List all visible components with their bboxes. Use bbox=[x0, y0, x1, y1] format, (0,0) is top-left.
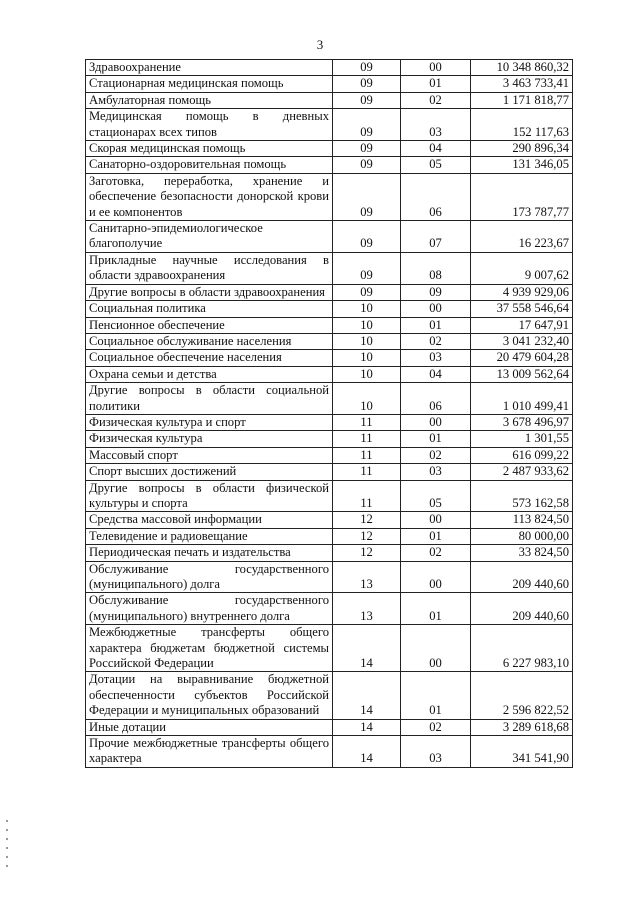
row-amount: 17 647,91 bbox=[471, 317, 573, 333]
row-name: Охрана семьи и детства bbox=[86, 366, 333, 382]
row-amount: 3 041 232,40 bbox=[471, 333, 573, 349]
table-row bbox=[86, 414, 573, 430]
row-subsection-code: 05 bbox=[401, 480, 471, 512]
row-section-code: 10 bbox=[333, 383, 401, 415]
row-amount: 341 541,90 bbox=[471, 736, 573, 768]
row-amount: 37 558 546,64 bbox=[471, 301, 573, 317]
row-subsection-code: 00 bbox=[401, 414, 471, 430]
row-subsection-code: 02 bbox=[401, 447, 471, 463]
row-subsection-code: 00 bbox=[401, 512, 471, 528]
table-row bbox=[86, 736, 573, 768]
row-section-code: 11 bbox=[333, 480, 401, 512]
row-name: Спорт высших достижений bbox=[86, 464, 333, 480]
row-subsection-code: 01 bbox=[401, 672, 471, 719]
row-section-code: 11 bbox=[333, 414, 401, 430]
row-subsection-code: 00 bbox=[401, 60, 471, 76]
row-subsection-code: 03 bbox=[401, 350, 471, 366]
row-name: Санаторно-оздоровительная помощь bbox=[86, 157, 333, 173]
row-subsection-code: 04 bbox=[401, 366, 471, 382]
budget-table bbox=[85, 59, 573, 768]
row-name: Иные дотации bbox=[86, 719, 333, 735]
row-amount: 3 289 618,68 bbox=[471, 719, 573, 735]
row-name: Другие вопросы в области социальной политики bbox=[86, 383, 333, 415]
table-row bbox=[86, 528, 573, 544]
row-subsection-code: 03 bbox=[401, 464, 471, 480]
row-name: Санитарно-эпидемиологическое благополучие bbox=[86, 221, 333, 253]
table-row bbox=[86, 512, 573, 528]
row-name: Физическая культура bbox=[86, 431, 333, 447]
row-section-code: 10 bbox=[333, 317, 401, 333]
row-subsection-code: 01 bbox=[401, 593, 471, 625]
table-row bbox=[86, 252, 573, 284]
row-amount: 13 009 562,64 bbox=[471, 366, 573, 382]
table-row bbox=[86, 383, 573, 415]
table-row bbox=[86, 561, 573, 593]
row-section-code: 13 bbox=[333, 593, 401, 625]
row-section-code: 10 bbox=[333, 333, 401, 349]
table-row bbox=[86, 173, 573, 220]
row-amount: 616 099,22 bbox=[471, 447, 573, 463]
table-row bbox=[86, 464, 573, 480]
row-amount: 10 348 860,32 bbox=[471, 60, 573, 76]
row-subsection-code: 06 bbox=[401, 173, 471, 220]
row-section-code: 11 bbox=[333, 447, 401, 463]
row-name: Телевидение и радиовещание bbox=[86, 528, 333, 544]
row-amount: 173 787,77 bbox=[471, 173, 573, 220]
table-row bbox=[86, 157, 573, 173]
table-row bbox=[86, 317, 573, 333]
row-amount: 1 301,55 bbox=[471, 431, 573, 447]
row-subsection-code: 00 bbox=[401, 301, 471, 317]
row-section-code: 12 bbox=[333, 545, 401, 561]
row-subsection-code: 07 bbox=[401, 221, 471, 253]
row-section-code: 14 bbox=[333, 672, 401, 719]
row-amount: 20 479 604,28 bbox=[471, 350, 573, 366]
row-name: Межбюджетные трансферты общего характера бюджетам бюджетной системы Российской Федерации bbox=[86, 625, 333, 672]
row-amount: 209 440,60 bbox=[471, 593, 573, 625]
row-section-code: 11 bbox=[333, 431, 401, 447]
row-name: Социальное обеспечение населения bbox=[86, 350, 333, 366]
row-subsection-code: 03 bbox=[401, 736, 471, 768]
row-amount: 113 824,50 bbox=[471, 512, 573, 528]
row-amount: 6 227 983,10 bbox=[471, 625, 573, 672]
table-row bbox=[86, 284, 573, 300]
row-name: Дотации на выравнивание бюджетной обеспеченности субъектов Российской Федерации и муниципальных образований bbox=[86, 672, 333, 719]
row-section-code: 09 bbox=[333, 76, 401, 92]
row-name: Заготовка, переработка, хранение и обеспечение безопасности донорской крови и ее компонентов bbox=[86, 173, 333, 220]
row-amount: 152 117,63 bbox=[471, 109, 573, 141]
row-subsection-code: 00 bbox=[401, 561, 471, 593]
row-amount: 16 223,67 bbox=[471, 221, 573, 253]
table-row bbox=[86, 221, 573, 253]
row-amount: 131 346,05 bbox=[471, 157, 573, 173]
row-name: Другие вопросы в области здравоохранения bbox=[86, 284, 333, 300]
table-row bbox=[86, 366, 573, 382]
row-subsection-code: 08 bbox=[401, 252, 471, 284]
page-number: 3 bbox=[316, 37, 324, 52]
row-section-code: 09 bbox=[333, 141, 401, 157]
row-name: Стационарная медицинская помощь bbox=[86, 76, 333, 92]
row-name: Здравоохранение bbox=[86, 60, 333, 76]
table-row bbox=[86, 141, 573, 157]
row-amount: 4 939 929,06 bbox=[471, 284, 573, 300]
row-section-code: 10 bbox=[333, 350, 401, 366]
row-amount: 1 010 499,41 bbox=[471, 383, 573, 415]
row-section-code: 09 bbox=[333, 157, 401, 173]
table-row bbox=[86, 672, 573, 719]
row-subsection-code: 09 bbox=[401, 284, 471, 300]
table-row bbox=[86, 333, 573, 349]
row-amount: 1 171 818,77 bbox=[471, 92, 573, 108]
row-section-code: 13 bbox=[333, 561, 401, 593]
row-name: Пенсионное обеспечение bbox=[86, 317, 333, 333]
row-name: Скорая медицинская помощь bbox=[86, 141, 333, 157]
table-row bbox=[86, 719, 573, 735]
row-section-code: 10 bbox=[333, 301, 401, 317]
row-section-code: 10 bbox=[333, 366, 401, 382]
row-amount: 3 463 733,41 bbox=[471, 76, 573, 92]
row-name: Средства массовой информации bbox=[86, 512, 333, 528]
row-name: Обслуживание государственного (муниципального) долга bbox=[86, 561, 333, 593]
row-amount: 80 000,00 bbox=[471, 528, 573, 544]
row-amount: 3 678 496,97 bbox=[471, 414, 573, 430]
row-name: Амбулаторная помощь bbox=[86, 92, 333, 108]
row-section-code: 09 bbox=[333, 173, 401, 220]
scan-edge-marks bbox=[6, 820, 10, 880]
table-row bbox=[86, 625, 573, 672]
row-section-code: 09 bbox=[333, 221, 401, 253]
table-row bbox=[86, 447, 573, 463]
row-section-code: 09 bbox=[333, 60, 401, 76]
row-subsection-code: 06 bbox=[401, 383, 471, 415]
table-row bbox=[86, 593, 573, 625]
row-section-code: 09 bbox=[333, 284, 401, 300]
row-section-code: 14 bbox=[333, 625, 401, 672]
row-subsection-code: 01 bbox=[401, 528, 471, 544]
row-amount: 2 596 822,52 bbox=[471, 672, 573, 719]
row-amount: 9 007,62 bbox=[471, 252, 573, 284]
row-name: Другие вопросы в области физической культуры и спорта bbox=[86, 480, 333, 512]
row-subsection-code: 04 bbox=[401, 141, 471, 157]
row-subsection-code: 01 bbox=[401, 317, 471, 333]
row-section-code: 14 bbox=[333, 719, 401, 735]
table-row bbox=[86, 76, 573, 92]
row-section-code: 14 bbox=[333, 736, 401, 768]
row-subsection-code: 02 bbox=[401, 719, 471, 735]
row-subsection-code: 03 bbox=[401, 109, 471, 141]
table-row bbox=[86, 60, 573, 76]
row-section-code: 11 bbox=[333, 464, 401, 480]
row-subsection-code: 02 bbox=[401, 92, 471, 108]
table-row bbox=[86, 301, 573, 317]
row-subsection-code: 01 bbox=[401, 76, 471, 92]
row-name: Обслуживание государственного (муниципального) внутреннего долга bbox=[86, 593, 333, 625]
row-name: Социальное обслуживание населения bbox=[86, 333, 333, 349]
row-amount: 33 824,50 bbox=[471, 545, 573, 561]
row-subsection-code: 02 bbox=[401, 333, 471, 349]
row-name: Медицинская помощь в дневных стационарах всех типов bbox=[86, 109, 333, 141]
row-subsection-code: 00 bbox=[401, 625, 471, 672]
table-row bbox=[86, 545, 573, 561]
row-section-code: 09 bbox=[333, 109, 401, 141]
row-name: Физическая культура и спорт bbox=[86, 414, 333, 430]
row-name: Прикладные научные исследования в области здравоохранения bbox=[86, 252, 333, 284]
row-section-code: 09 bbox=[333, 92, 401, 108]
row-section-code: 12 bbox=[333, 528, 401, 544]
row-amount: 209 440,60 bbox=[471, 561, 573, 593]
row-subsection-code: 01 bbox=[401, 431, 471, 447]
table-row bbox=[86, 480, 573, 512]
row-name: Периодическая печать и издательства bbox=[86, 545, 333, 561]
row-amount: 290 896,34 bbox=[471, 141, 573, 157]
row-section-code: 12 bbox=[333, 512, 401, 528]
row-subsection-code: 05 bbox=[401, 157, 471, 173]
row-subsection-code: 02 bbox=[401, 545, 471, 561]
table-row bbox=[86, 431, 573, 447]
row-amount: 573 162,58 bbox=[471, 480, 573, 512]
row-name: Массовый спорт bbox=[86, 447, 333, 463]
row-name: Социальная политика bbox=[86, 301, 333, 317]
table-row bbox=[86, 92, 573, 108]
table-row bbox=[86, 350, 573, 366]
row-name: Прочие межбюджетные трансферты общего характера bbox=[86, 736, 333, 768]
row-amount: 2 487 933,62 bbox=[471, 464, 573, 480]
table-row bbox=[86, 109, 573, 141]
row-section-code: 09 bbox=[333, 252, 401, 284]
